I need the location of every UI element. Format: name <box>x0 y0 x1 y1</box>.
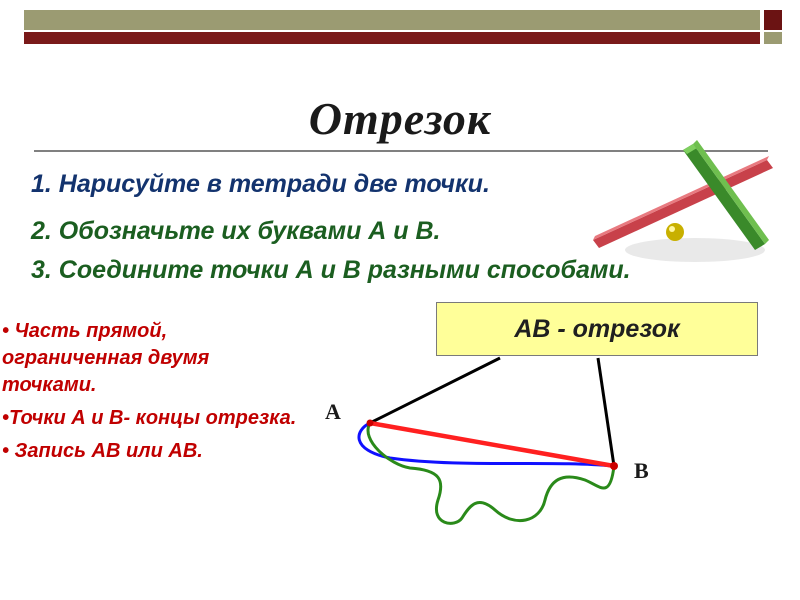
header-olive-strip <box>24 10 760 30</box>
header-decoration <box>24 10 782 48</box>
header-olive-square <box>764 32 782 44</box>
step-2: 2. Обозначьте их буквами А и В. <box>31 217 441 245</box>
ruler-cross-icon <box>585 140 795 270</box>
green-curve <box>368 423 614 523</box>
definition-box: АВ - отрезок <box>436 302 758 356</box>
point-b <box>610 462 618 470</box>
point-a <box>367 420 374 427</box>
bullet-endpoints: •Точки А и В- концы отрезка. <box>2 407 297 429</box>
pointer-line-right <box>598 358 614 466</box>
bullet-definition: • Часть прямой, ограниченная двумя точками. <box>2 320 210 396</box>
step-3: 3. Соедините точки А и В разными способами. <box>31 256 631 284</box>
slide-title: Отрезок <box>308 93 492 144</box>
header-dark-square <box>764 10 782 30</box>
label-point-a: А <box>325 399 341 424</box>
step-1: 1. Нарисуйте в тетради две точки. <box>31 170 490 198</box>
definition-bullets <box>2 318 302 471</box>
bullet-notation: • Запись АВ или АВ. <box>2 440 203 462</box>
pointer-line-left <box>370 358 500 423</box>
header-red-strip <box>24 32 760 44</box>
label-point-b: В <box>634 458 649 483</box>
segment-diagram <box>300 350 660 540</box>
